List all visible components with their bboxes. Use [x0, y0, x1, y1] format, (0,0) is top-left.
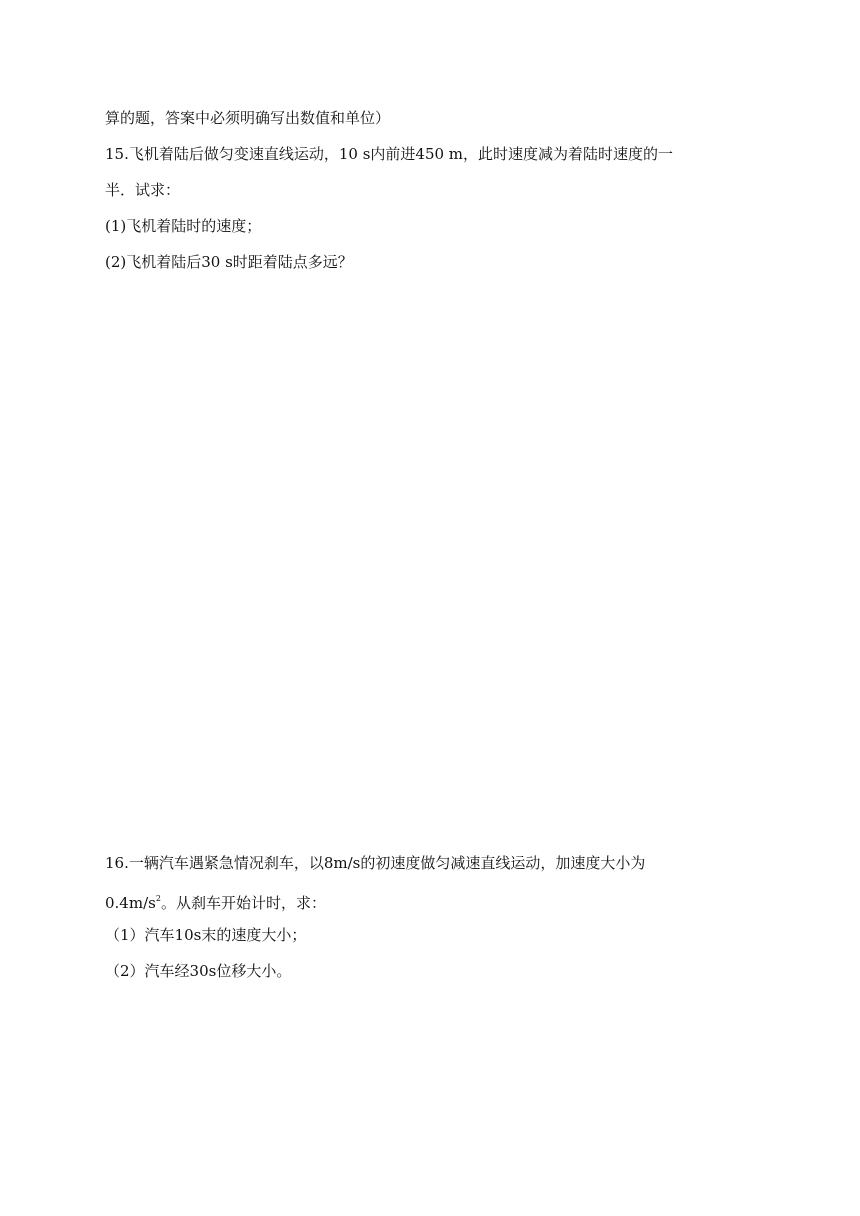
q15-part2: (2)飞机着陆后30 s时距着陆点多远？	[105, 253, 353, 271]
q16-part2: （2）汽车经30s位移大小。	[105, 962, 292, 980]
q16-acceleration-value: 0.4m/s	[105, 894, 156, 912]
q16-stem-line2-rest: 。从刹车开始计时，求：	[160, 894, 326, 912]
section-instruction: 算的题，答案中必须明确写出数值和单位）	[105, 109, 391, 127]
q15-part1: (1)飞机着陆时的速度；	[105, 217, 262, 235]
q16-part1: （1）汽车10s末的速度大小；	[105, 926, 307, 944]
q15-stem-line2: 半．试求：	[105, 181, 181, 199]
q16-stem-line1: 16.一辆汽车遇紧急情况刹车，以8m/s的初速度做匀减速直线运动，加速度大小为	[105, 854, 646, 872]
q15-stem-line1: 15.飞机着陆后做匀变速直线运动，10 s内前进450 m，此时速度减为着陆时速度的一	[105, 145, 674, 163]
q16-stem-line2	[105, 889, 326, 913]
q16-acceleration-exponent: 2	[155, 894, 161, 903]
